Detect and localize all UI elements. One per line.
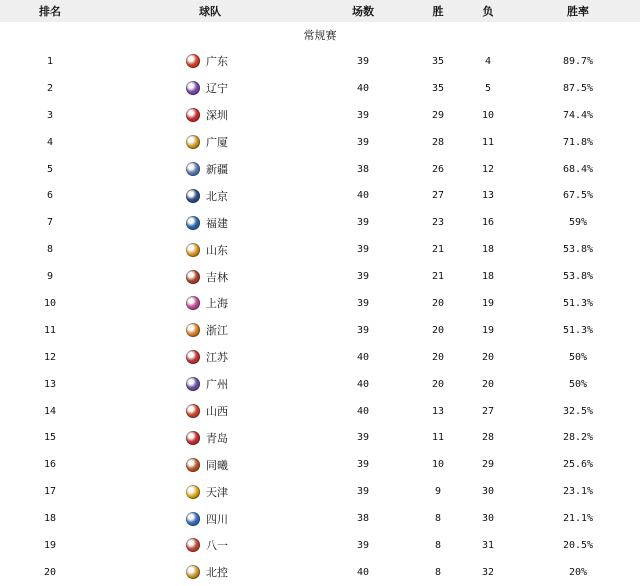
pct-cell: 53.8% xyxy=(562,271,594,283)
rank-cell: 12 xyxy=(43,351,57,363)
jiangsu-logo-icon xyxy=(186,350,200,364)
shenzhen-logo-icon xyxy=(186,108,200,122)
wins-cell: 13 xyxy=(431,405,445,417)
shanghai-logo-icon xyxy=(186,296,200,310)
games-cell: 39 xyxy=(356,324,370,336)
team-name: 八一 xyxy=(206,539,228,553)
tongxi-logo-icon xyxy=(186,458,200,472)
losses-cell: 30 xyxy=(481,486,495,498)
team-cell xyxy=(160,478,260,505)
wins-cell: 20 xyxy=(431,324,445,336)
wins-cell: 20 xyxy=(431,297,445,309)
header-games: 场数 xyxy=(352,5,374,18)
rank-cell: 9 xyxy=(46,271,54,283)
team-name: 北京 xyxy=(206,189,228,203)
pct-cell: 87.5% xyxy=(562,82,594,94)
wins-cell: 28 xyxy=(431,136,445,148)
team-cell xyxy=(160,559,260,586)
pct-cell: 68.4% xyxy=(562,163,594,175)
team-cell xyxy=(160,75,260,102)
zhejiang-logo-icon xyxy=(186,323,200,337)
beijing-logo-icon xyxy=(186,189,200,203)
wins-cell: 8 xyxy=(434,539,442,551)
rank-cell: 3 xyxy=(46,109,54,121)
qingdao-logo-icon xyxy=(186,431,200,445)
table-row xyxy=(0,290,640,317)
games-cell: 39 xyxy=(356,432,370,444)
table-row xyxy=(0,344,640,371)
games-cell: 39 xyxy=(356,109,370,121)
losses-cell: 13 xyxy=(481,190,495,202)
pct-cell: 20% xyxy=(568,566,588,578)
team-name: 北控 xyxy=(206,566,228,580)
rank-cell: 7 xyxy=(46,217,54,229)
pct-cell: 28.2% xyxy=(562,432,594,444)
rank-cell: 10 xyxy=(43,297,57,309)
header-wins: 胜 xyxy=(432,5,444,18)
games-cell: 40 xyxy=(356,82,370,94)
pct-cell: 23.1% xyxy=(562,486,594,498)
jilin-logo-icon xyxy=(186,270,200,284)
table-row xyxy=(0,156,640,183)
table-row xyxy=(0,424,640,451)
wins-cell: 21 xyxy=(431,271,445,283)
wins-cell: 8 xyxy=(434,513,442,525)
team-cell xyxy=(160,317,260,344)
table-row xyxy=(0,129,640,156)
wins-cell: 35 xyxy=(431,82,445,94)
section-row xyxy=(0,22,640,48)
bayi-logo-icon xyxy=(186,538,200,552)
rank-cell: 17 xyxy=(43,486,57,498)
team-cell xyxy=(160,290,260,317)
table-body xyxy=(0,48,640,586)
rank-cell: 11 xyxy=(43,324,57,336)
team-cell xyxy=(160,209,260,236)
team-cell xyxy=(160,344,260,371)
pct-cell: 50% xyxy=(568,351,588,363)
table-row xyxy=(0,209,640,236)
header-rank: 排名 xyxy=(39,5,61,18)
rank-cell: 8 xyxy=(46,244,54,256)
table-row xyxy=(0,478,640,505)
games-cell: 39 xyxy=(356,539,370,551)
team-name: 广东 xyxy=(206,55,228,69)
rank-cell: 19 xyxy=(43,539,57,551)
games-cell: 40 xyxy=(356,566,370,578)
team-cell xyxy=(160,182,260,209)
team-cell xyxy=(160,236,260,263)
losses-cell: 28 xyxy=(481,432,495,444)
wins-cell: 20 xyxy=(431,378,445,390)
table-row xyxy=(0,102,640,129)
table-row xyxy=(0,451,640,478)
games-cell: 40 xyxy=(356,351,370,363)
shanxi-logo-icon xyxy=(186,404,200,418)
losses-cell: 32 xyxy=(481,566,495,578)
table-header xyxy=(0,0,640,22)
table-row xyxy=(0,398,640,425)
pct-cell: 71.8% xyxy=(562,136,594,148)
team-name: 福建 xyxy=(206,216,228,230)
games-cell: 40 xyxy=(356,190,370,202)
rank-cell: 14 xyxy=(43,405,57,417)
guangdong-logo-icon xyxy=(186,54,200,68)
table-row xyxy=(0,505,640,532)
rank-cell: 1 xyxy=(46,55,54,67)
team-name: 同曦 xyxy=(206,458,228,472)
team-cell xyxy=(160,371,260,398)
table-row xyxy=(0,182,640,209)
pct-cell: 21.1% xyxy=(562,513,594,525)
wins-cell: 10 xyxy=(431,459,445,471)
games-cell: 39 xyxy=(356,486,370,498)
losses-cell: 31 xyxy=(481,539,495,551)
pct-cell: 51.3% xyxy=(562,297,594,309)
pct-cell: 32.5% xyxy=(562,405,594,417)
team-name: 广州 xyxy=(206,378,228,392)
team-name: 江苏 xyxy=(206,351,228,365)
rank-cell: 2 xyxy=(46,82,54,94)
wins-cell: 8 xyxy=(434,566,442,578)
header-team: 球队 xyxy=(199,5,221,18)
team-name: 浙江 xyxy=(206,324,228,338)
team-name: 上海 xyxy=(206,297,228,311)
shandong-logo-icon xyxy=(186,243,200,257)
pct-cell: 20.5% xyxy=(562,539,594,551)
pct-cell: 89.7% xyxy=(562,55,594,67)
beikong-logo-icon xyxy=(186,565,200,579)
pct-cell: 74.4% xyxy=(562,109,594,121)
pct-cell: 51.3% xyxy=(562,324,594,336)
losses-cell: 18 xyxy=(481,244,495,256)
pct-cell: 25.6% xyxy=(562,459,594,471)
losses-cell: 12 xyxy=(481,163,495,175)
table-row xyxy=(0,48,640,75)
fujian-logo-icon xyxy=(186,216,200,230)
table-row xyxy=(0,532,640,559)
rank-cell: 15 xyxy=(43,432,57,444)
rank-cell: 6 xyxy=(46,190,54,202)
pct-cell: 67.5% xyxy=(562,190,594,202)
team-name: 吉林 xyxy=(206,270,228,284)
losses-cell: 20 xyxy=(481,351,495,363)
losses-cell: 29 xyxy=(481,459,495,471)
wins-cell: 20 xyxy=(431,351,445,363)
header-pct: 胜率 xyxy=(567,5,589,18)
table-row xyxy=(0,263,640,290)
losses-cell: 19 xyxy=(481,297,495,309)
team-cell xyxy=(160,102,260,129)
rank-cell: 18 xyxy=(43,513,57,525)
guangzhou-logo-icon xyxy=(186,377,200,391)
rank-cell: 5 xyxy=(46,163,54,175)
team-name: 山东 xyxy=(206,243,228,257)
team-cell xyxy=(160,532,260,559)
team-name: 辽宁 xyxy=(206,82,228,96)
team-cell xyxy=(160,156,260,183)
games-cell: 39 xyxy=(356,459,370,471)
games-cell: 40 xyxy=(356,405,370,417)
rank-cell: 20 xyxy=(43,566,57,578)
guangsha-logo-icon xyxy=(186,135,200,149)
team-cell xyxy=(160,129,260,156)
losses-cell: 4 xyxy=(484,55,492,67)
games-cell: 38 xyxy=(356,163,370,175)
rank-cell: 13 xyxy=(43,378,57,390)
losses-cell: 11 xyxy=(481,136,495,148)
games-cell: 39 xyxy=(356,244,370,256)
table-row xyxy=(0,559,640,586)
table-row xyxy=(0,317,640,344)
games-cell: 40 xyxy=(356,378,370,390)
wins-cell: 23 xyxy=(431,217,445,229)
losses-cell: 19 xyxy=(481,324,495,336)
team-name: 深圳 xyxy=(206,109,228,123)
header-losses: 负 xyxy=(482,5,494,18)
section-title: 常规赛 xyxy=(303,29,337,42)
table-row xyxy=(0,75,640,102)
wins-cell: 21 xyxy=(431,244,445,256)
team-cell xyxy=(160,424,260,451)
sichuan-logo-icon xyxy=(186,512,200,526)
xinjiang-logo-icon xyxy=(186,162,200,176)
wins-cell: 9 xyxy=(434,486,442,498)
team-name: 四川 xyxy=(206,512,228,526)
losses-cell: 20 xyxy=(481,378,495,390)
rank-cell: 16 xyxy=(43,459,57,471)
losses-cell: 16 xyxy=(481,217,495,229)
losses-cell: 18 xyxy=(481,271,495,283)
games-cell: 38 xyxy=(356,513,370,525)
team-cell xyxy=(160,263,260,290)
wins-cell: 29 xyxy=(431,109,445,121)
team-name: 青岛 xyxy=(206,431,228,445)
games-cell: 39 xyxy=(356,55,370,67)
wins-cell: 11 xyxy=(431,432,445,444)
games-cell: 39 xyxy=(356,136,370,148)
losses-cell: 10 xyxy=(481,109,495,121)
wins-cell: 27 xyxy=(431,190,445,202)
rank-cell: 4 xyxy=(46,136,54,148)
wins-cell: 35 xyxy=(431,55,445,67)
team-cell xyxy=(160,48,260,75)
games-cell: 39 xyxy=(356,217,370,229)
team-name: 天津 xyxy=(206,485,228,499)
table-row xyxy=(0,236,640,263)
table-row xyxy=(0,371,640,398)
pct-cell: 59% xyxy=(568,217,588,229)
wins-cell: 26 xyxy=(431,163,445,175)
team-name: 新疆 xyxy=(206,163,228,176)
pct-cell: 50% xyxy=(568,378,588,390)
team-cell xyxy=(160,451,260,478)
liaoning-logo-icon xyxy=(186,81,200,95)
losses-cell: 27 xyxy=(481,405,495,417)
pct-cell: 53.8% xyxy=(562,244,594,256)
tianjin-logo-icon xyxy=(186,485,200,499)
team-name: 广厦 xyxy=(206,136,228,150)
games-cell: 39 xyxy=(356,297,370,309)
losses-cell: 5 xyxy=(484,82,492,94)
games-cell: 39 xyxy=(356,271,370,283)
losses-cell: 30 xyxy=(481,513,495,525)
team-cell xyxy=(160,505,260,532)
team-cell xyxy=(160,398,260,425)
team-name: 山西 xyxy=(206,405,228,419)
